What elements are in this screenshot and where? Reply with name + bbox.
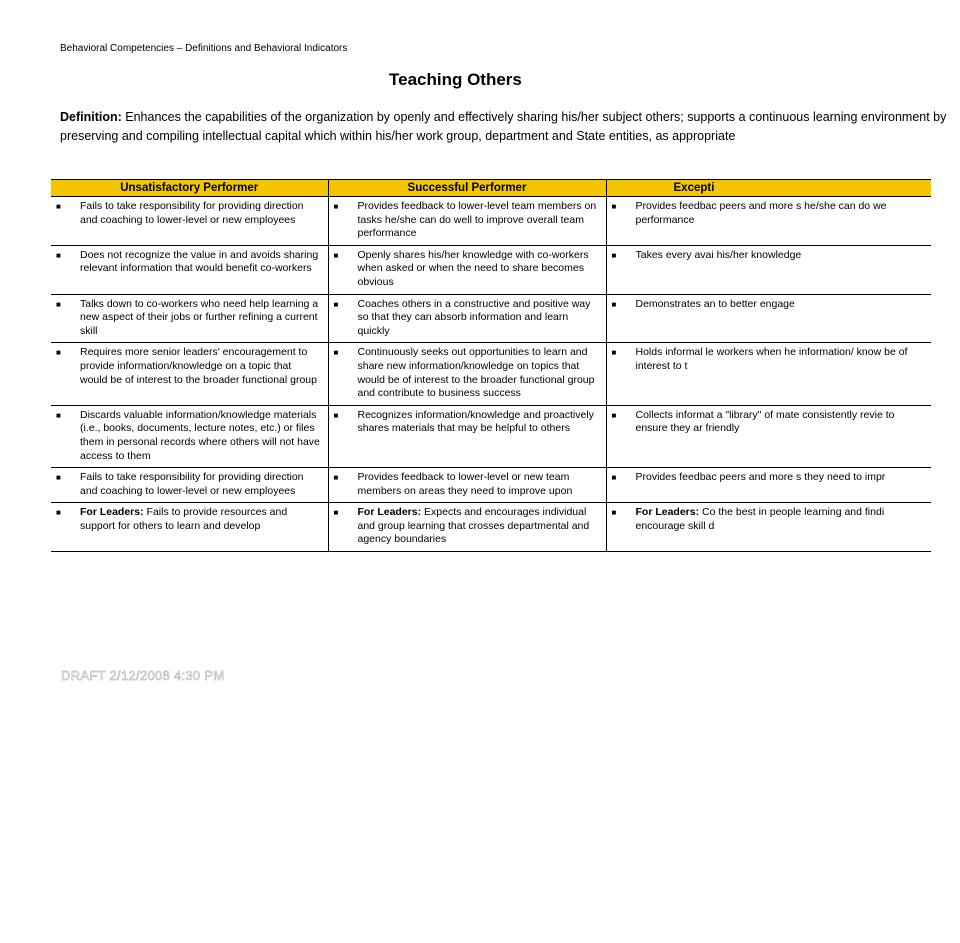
indicator-body: Provides feedback to lower-level team members on tasks he/she can do well to improve overall team performance (357, 200, 597, 240)
indicator-body: Fails to take responsibility for providing direction and coaching to lower-level or new employees (80, 471, 304, 497)
table-row (51, 343, 931, 405)
indicator-item (56, 471, 322, 498)
indicator-text (80, 200, 322, 227)
indicator-text (80, 471, 322, 498)
indicator-body: Talks down to co-workers who need help learning a new aspect of their jobs or further refining a current skill (80, 297, 319, 337)
bullet-square-icon: ■ (56, 202, 61, 211)
indicator-item (334, 471, 600, 498)
indicator-item (56, 506, 322, 533)
page-title: Teaching Others (389, 70, 522, 89)
indicator-body: Takes every avai his/her knowledge (635, 248, 802, 261)
cell-unsatisfactory (51, 468, 328, 503)
bullet-square-icon: ■ (56, 250, 61, 260)
indicator-text (636, 409, 926, 436)
table-row (51, 405, 931, 467)
indicator-item (56, 409, 322, 463)
leaders-label: For Leaders: (357, 506, 422, 519)
indicator-body: Demonstrates an to better engage (635, 297, 795, 310)
bullet-square-icon: ■ (611, 348, 617, 358)
indicator-item (56, 200, 322, 227)
cell-successful (328, 294, 606, 343)
indicator-text (636, 200, 926, 227)
indicator-text (358, 249, 600, 290)
indicator-item (56, 346, 322, 387)
cell-exceptional (606, 405, 931, 467)
cell-unsatisfactory (51, 294, 328, 343)
indicator-text (358, 200, 600, 241)
indicator-text (636, 471, 926, 485)
indicator-body: Provides feedback to lower-level or new team members on areas they need to improve upon (357, 471, 573, 497)
table-row (51, 468, 931, 503)
table-row (51, 503, 931, 552)
indicator-text (358, 298, 600, 339)
bullet-square-icon: ■ (333, 299, 339, 309)
indicator-body: Fails to take responsibility for providing direction and coaching to lower-level or new employees (80, 200, 304, 226)
bullet-square-icon: ■ (56, 348, 61, 358)
indicator-item (334, 298, 600, 339)
cell-unsatisfactory (51, 405, 328, 467)
cell-exceptional (606, 245, 931, 294)
bullet-square-icon: ■ (333, 202, 339, 211)
indicator-item (56, 249, 322, 276)
indicator-body: Collects informat a "library" of mate consistently revie to ensure they ar friendly (635, 408, 895, 435)
table-row (51, 245, 931, 294)
table-body (51, 197, 931, 552)
bullet-square-icon: ■ (611, 299, 617, 309)
bullet-square-icon: ■ (611, 473, 617, 483)
leaders-label: For Leaders: (635, 506, 700, 519)
bullet-square-icon: ■ (56, 473, 61, 483)
bullet-square-icon: ■ (333, 410, 339, 420)
indicator-text (636, 506, 926, 533)
page-header: Behavioral Competencies – Definitions and Behavioral Indicators (60, 43, 348, 54)
table-header-row (51, 180, 931, 197)
bullet-square-icon: ■ (611, 202, 617, 211)
indicator-body: Continuously seeks out opportunities to learn and share new information/knowledge on topics that would be of interest to the broader functional group and contribute to business success (357, 346, 595, 400)
cell-successful (328, 468, 606, 503)
indicator-body: Requires more senior leaders' encouragement to provide information/knowledge on a topic that would be of interest to the broader functional group (80, 346, 317, 386)
indicator-body: Openly shares his/her knowledge with co-workers when asked or when the need to share becomes obvious (357, 248, 589, 288)
indicator-text (636, 298, 926, 312)
indicator-item (612, 249, 926, 263)
column-header-unsatisfactory: Unsatisfactory Performer (51, 180, 328, 197)
cell-exceptional (606, 343, 931, 405)
cell-successful (328, 343, 606, 405)
indicator-text (636, 249, 926, 263)
indicator-item (334, 506, 600, 547)
indicator-body: Co the best in people learning and findi encourage skill d (635, 506, 885, 532)
indicator-body: Discards valuable information/knowledge materials (i.e., books, documents, lecture notes, etc.) or files them in personal records where others will not have access to them (80, 408, 320, 462)
bullet-square-icon: ■ (56, 508, 61, 518)
indicator-text (636, 346, 926, 373)
cell-unsatisfactory (51, 343, 328, 405)
table-row (51, 197, 931, 246)
indicator-text (80, 346, 322, 387)
indicator-item (334, 200, 600, 241)
bullet-square-icon: ■ (333, 473, 339, 483)
bullet-square-icon: ■ (333, 250, 339, 260)
competency-table (51, 179, 931, 552)
cell-unsatisfactory (51, 197, 328, 246)
column-header-exceptional: Excepti (606, 180, 931, 197)
cell-unsatisfactory (51, 503, 328, 552)
indicator-text (358, 506, 600, 547)
indicator-item (334, 409, 600, 436)
indicator-text (80, 298, 322, 339)
bullet-square-icon: ■ (333, 348, 339, 358)
indicator-text (358, 409, 600, 436)
column-header-successful: Successful Performer (328, 180, 606, 197)
bullet-square-icon: ■ (56, 410, 61, 420)
indicator-body: Coaches others in a constructive and positive way so that they can absorb information and learn quickly (357, 297, 591, 337)
indicator-body: Does not recognize the value in and avoids sharing relevant information that would benefit co-workers (80, 248, 319, 275)
indicator-body: Holds informal le workers when he information/ know be of interest to t (635, 346, 908, 372)
bullet-square-icon: ■ (611, 410, 617, 420)
cell-exceptional (606, 468, 931, 503)
cell-exceptional (606, 197, 931, 246)
definition-text: Enhances the capabilities of the organization by openly and effectively sharing his/her subject others; supports a continuous learning environment by preserving and compiling intellectual capital which within his/her work group, department and State entities, as appropriate (60, 110, 947, 143)
indicator-item (612, 471, 926, 485)
cell-exceptional (606, 294, 931, 343)
bullet-square-icon: ■ (611, 250, 617, 260)
table-row (51, 294, 931, 343)
indicator-text (80, 249, 322, 276)
indicator-item (612, 298, 926, 312)
bullet-square-icon: ■ (611, 508, 617, 518)
indicator-body: Provides feedbac peers and more s he/she can do we performance (635, 200, 887, 226)
definition-paragraph (60, 108, 960, 145)
cell-unsatisfactory (51, 245, 328, 294)
indicator-text (80, 506, 322, 533)
cell-successful (328, 197, 606, 246)
indicator-body: Recognizes information/knowledge and proactively shares materials that may be helpful to others (357, 408, 594, 435)
indicator-item (612, 200, 926, 227)
indicator-text (358, 346, 600, 400)
cell-successful (328, 503, 606, 552)
indicator-body: Provides feedbac peers and more s they need to impr (635, 471, 886, 484)
bullet-square-icon: ■ (56, 299, 61, 309)
cell-exceptional (606, 503, 931, 552)
indicator-text (358, 471, 600, 498)
indicator-item (612, 346, 926, 373)
indicator-body: Fails to provide resources and support for others to learn and develop (80, 506, 288, 532)
draft-stamp: DRAFT 2/12/2008 4:30 PM (61, 668, 225, 683)
bullet-square-icon: ■ (333, 508, 339, 518)
definition-label: Definition: (60, 110, 122, 124)
indicator-body: Expects and encourages individual and group learning that crosses departmental and agency boundaries (357, 506, 590, 546)
indicator-item (334, 249, 600, 290)
leaders-label: For Leaders: (80, 506, 144, 519)
indicator-item (56, 298, 322, 339)
indicator-item (334, 346, 600, 400)
indicator-text (80, 409, 322, 463)
cell-successful (328, 245, 606, 294)
cell-successful (328, 405, 606, 467)
indicator-item (612, 409, 926, 436)
indicator-item (612, 506, 926, 533)
